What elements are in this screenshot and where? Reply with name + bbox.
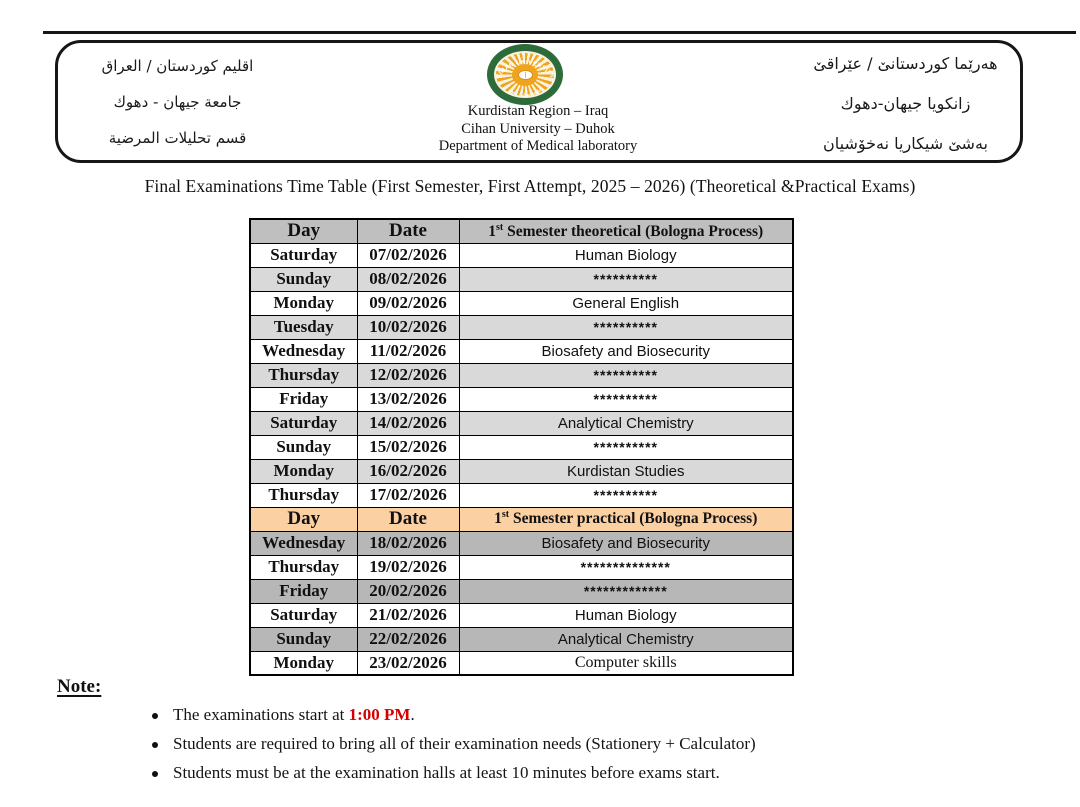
table-row [250,555,793,579]
svg-text:جامعة جيهان - دهوك [508,87,543,98]
table-row [250,363,793,387]
subject-cell: ********** [459,483,793,507]
logo-arc-bottom-label: جامعة جيهان - دهوك [507,87,543,97]
svg-text:CIHAN UNIVERSITY [495,60,555,80]
note-heading: Note: [57,676,102,697]
english-line-department: Department of Medical laboratory [438,138,638,154]
day-cell: Thursday [250,363,357,387]
english-line-region: Kurdistan Region – Iraq [467,103,609,119]
section-header-row-theoretical [250,219,793,243]
table-row [250,483,793,507]
note-list [150,705,756,792]
day-cell: Wednesday [250,531,357,555]
arabic-line-region: اقليم كوردستان / العراق [101,57,254,75]
letterhead-kurdish [793,44,1018,164]
letterhead-english [388,103,688,156]
table-row [250,243,793,267]
header-day-cell: Day [250,219,357,243]
day-cell: Sunday [250,435,357,459]
header-subject-cell: 1st Semester theoretical (Bologna Process) [459,219,793,243]
exam-table [249,218,794,676]
note-text-post: . [410,705,415,724]
day-cell: Sunday [250,267,357,291]
university-logo-icon [487,44,563,105]
subject-cell: Computer skills [459,651,793,675]
table-row [250,627,793,651]
day-cell: Friday [250,387,357,411]
table-row [250,387,793,411]
logo-arc-text [487,44,563,105]
note-text: Students are required to bring all of their examination needs (Stationery + Calculator) [173,734,756,753]
day-cell: Saturday [250,411,357,435]
subject-cell: Human Biology [459,243,793,267]
date-cell: 21/02/2026 [357,603,459,627]
date-cell: 23/02/2026 [357,651,459,675]
day-cell: Saturday [250,243,357,267]
kurdish-line-region: هەرێما كوردستانێ / عێراقێ [813,54,998,73]
date-cell: 12/02/2026 [357,363,459,387]
day-cell: Monday [250,291,357,315]
subject-cell: General English [459,291,793,315]
table-row [250,315,793,339]
section-header-row-practical [250,507,793,531]
header-date-cell: Date [357,219,459,243]
exam-time-highlight: 1:00 PM [348,705,411,724]
subject-cell: ********** [459,363,793,387]
subject-cell: Human Biology [459,603,793,627]
date-cell: 13/02/2026 [357,387,459,411]
date-cell: 22/02/2026 [357,627,459,651]
subject-cell: Analytical Chemistry [459,411,793,435]
date-cell: 09/02/2026 [357,291,459,315]
day-cell: Monday [250,651,357,675]
table-row [250,531,793,555]
subject-cell: ************** [459,555,793,579]
day-cell: Thursday [250,555,357,579]
date-cell: 10/02/2026 [357,315,459,339]
subject-cell: ********** [459,435,793,459]
table-row [250,459,793,483]
table-row [250,579,793,603]
note-text: Students must be at the examination halls at least 10 minutes before exams start. [173,763,720,782]
subject-cell: ********** [459,387,793,411]
logo-arc-top-label: CIHAN UNIVERSITY [495,60,555,80]
day-cell: Friday [250,579,357,603]
note-item [150,763,756,783]
subject-cell: Analytical Chemistry [459,627,793,651]
day-cell: Sunday [250,627,357,651]
date-cell: 07/02/2026 [357,243,459,267]
kurdish-line-department: بەشێ شيكاريا نەخۆشيان [823,134,988,153]
table-row [250,339,793,363]
table-row [250,267,793,291]
date-cell: 14/02/2026 [357,411,459,435]
header-day-cell: Day [250,507,357,531]
subject-cell: ************* [459,579,793,603]
english-line-university: Cihan University – Duhok [461,120,615,137]
date-cell: 20/02/2026 [357,579,459,603]
table-row [250,291,793,315]
table-row [250,435,793,459]
note-item [150,734,756,754]
note-item [150,705,756,725]
subject-cell: Biosafety and Biosecurity [459,339,793,363]
subject-cell: ********** [459,267,793,291]
header-date-cell: Date [357,507,459,531]
date-cell: 18/02/2026 [357,531,459,555]
note-text: The examinations start at [173,705,349,724]
exam-table-body [250,219,793,675]
top-rule [43,31,1076,34]
day-cell: Wednesday [250,339,357,363]
subject-cell: Biosafety and Biosecurity [459,531,793,555]
table-row [250,603,793,627]
header-subject-cell: 1st Semester practical (Bologna Process) [459,507,793,531]
table-row [250,411,793,435]
subject-cell: ********** [459,315,793,339]
kurdish-line-university: زانكويا جيهان-دهوك [840,94,971,113]
date-cell: 16/02/2026 [357,459,459,483]
day-cell: Monday [250,459,357,483]
day-cell: Saturday [250,603,357,627]
table-row [250,651,793,675]
arabic-line-department: قسم تحليلات المرضية [108,129,247,147]
subject-cell: Kurdistan Studies [459,459,793,483]
day-cell: Tuesday [250,315,357,339]
date-cell: 11/02/2026 [357,339,459,363]
date-cell: 15/02/2026 [357,435,459,459]
day-cell: Thursday [250,483,357,507]
date-cell: 19/02/2026 [357,555,459,579]
date-cell: 17/02/2026 [357,483,459,507]
arabic-line-university: جامعة جيهان - دهوك [113,93,242,111]
letterhead-arabic [75,48,280,156]
date-cell: 08/02/2026 [357,267,459,291]
page-title: Final Examinations Time Table (First Semester, First Attempt, 2025 – 2026) (Theoretical &Practical Exams) [144,176,916,196]
